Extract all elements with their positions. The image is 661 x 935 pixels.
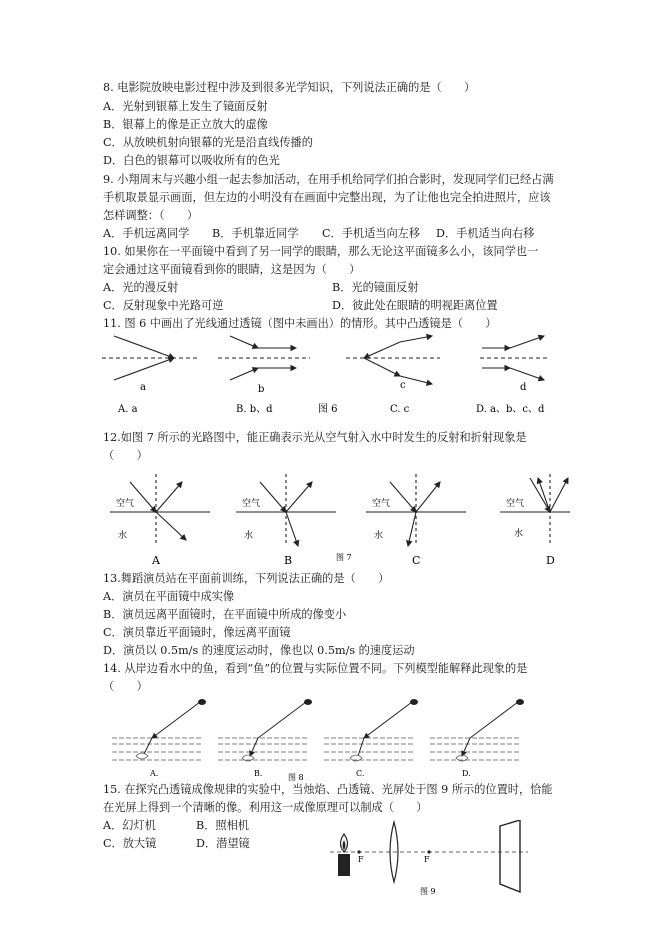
q15-option-c: C．放大镜 [103,837,157,850]
fig7a-water-label: 水 [118,531,128,541]
q15-option-d: D．潜望镜 [196,837,250,850]
q15-option-b: B．照相机 [196,819,249,832]
fig9-focus-right: F [424,855,430,864]
fig6-option-d: D. a、b、c、d [476,404,545,415]
fig7-label-a: A [152,554,160,567]
q15-stem-line2: 在光屏上得到一个清晰的像。利用这一成像原理可以制成（ ） [103,801,428,814]
candle-icon [338,834,350,876]
fig9-caption: 图 9 [420,887,436,896]
fig8-label-d: D. [462,769,471,778]
fig7-caption: 图 7 [336,553,352,562]
q15-option-a: A．幻灯机 [103,819,156,832]
fig6-option-b: B. b、d [236,404,273,415]
fig9-focus-left: F [358,855,364,864]
fig6-caption: 图 6 [318,404,338,415]
fig6-label-a: a [140,382,146,393]
fig7-label-b: B [284,554,293,567]
q10-option-a: A．光的漫反射 [103,281,179,294]
fig6-option-a: A. a [118,404,138,415]
fig7d-water-label: 水 [514,529,524,539]
q8-option-b: B．银幕上的像是正立放大的虚像 [103,118,268,131]
q9-option-b: B．手机靠近同学 [212,227,299,240]
fig7-label-d: D [546,554,555,567]
q9-option-a: A．手机远离同学 [103,227,190,240]
q13-option-a: A．演员在平面镜中成实像 [103,590,235,603]
q9-option-d: D．手机适当向右移 [436,227,535,240]
fig7b-air-label: 空气 [242,499,261,509]
fig8-caption: 图 8 [288,773,304,782]
fig7d-air-label: 空气 [506,499,525,509]
q8-stem: 8. 电影院放映电影过程中涉及到很多光学知识，下列说法正确的是（ ） [103,81,476,94]
q9-option-c: C．手机适当向左移 [322,227,421,240]
q10-option-b: B．光的镜面反射 [332,281,419,294]
q15-stem-line1: 15. 在探究凸透镜成像规律的实验中，当烛焰、凸透镜、光屏处于图 9 所示的位置时，恰能 [103,783,553,796]
q13-option-b: B．演员远离平面镜时，在平面镜中所成的像变小 [103,608,347,621]
fig6-label-b: b [258,384,265,395]
fig7a-air-label: 空气 [116,499,135,509]
q13-option-c: C．演员靠近平面镜时，像远离平面镜 [103,626,291,639]
figure-7-refraction-diagrams [110,466,570,568]
q13-option-d: D．演员以 0.5m/s 的速度运动时，像也以 0.5m/s 的速度运动 [103,644,415,657]
q8-option-a: A．光射到银幕上发生了镜面反射 [103,100,268,113]
fig7b-water-label: 水 [244,531,254,541]
fig7c-air-label: 空气 [372,499,391,509]
fig7-label-c: C [412,554,421,567]
fig8-label-b: B. [254,769,263,778]
figure-9-lens-setup [328,820,548,900]
q10-stem-line2: 定会通过这平面镜看到你的眼睛，这是因为（ ） [103,263,361,276]
q13-stem: 13.舞蹈演员站在平面前训练，下列说法正确的是（ ） [103,572,390,585]
fig6-label-c: c [400,380,406,391]
q10-stem-line1: 10. 如果你在一平面镜中看到了另一同学的眼睛，那么无论这平面镜多么小，该同学也一 [103,245,539,258]
q9-stem-line2: 手机取景显示画面，但左边的小明没有在画面中完整出现，为了让他也完全拍进照片，应该 [103,191,551,204]
q12-stem-line1: 12.如图 7 所示的光路图中，能正确表示光从空气射入水中时发生的反射和折射现象是 [103,431,527,444]
figure-8-fish-models [112,696,532,782]
fig6-option-c: C. c [390,404,410,415]
q12-stem-line2: （ ） [103,449,148,462]
fig8-label-c: C. [356,769,365,778]
q11-stem: 11. 图 6 中画出了光线通过透镜（图中未画出）的情形。其中凸透镜是（ ） [103,317,497,330]
fig6-label-d: d [520,382,527,393]
q14-stem-line1: 14. 从岸边看水中的鱼，看到“鱼”的位置与实际位置不同。下列模型能解释此现象的是 [103,662,528,675]
q8-option-c: C．从放映机射向银幕的光是沿直线传播的 [103,136,313,149]
figure-6-lens-diagrams [100,326,550,418]
fig7c-water-label: 水 [374,531,384,541]
q10-option-d: D．彼此处在眼睛的明视距离位置 [332,299,498,312]
q9-stem-line1: 9. 小翔周末与兴趣小组一起去参加活动，在用手机给同学们拍合影时，发现同学们已经占满 [103,173,554,186]
fig8-label-a: A. [150,769,159,778]
light-screen-icon [500,820,520,892]
q9-stem-line3: 怎样调整：（ ） [103,209,199,222]
q10-option-c: C．反射现象中光路可逆 [103,299,224,312]
q8-option-d: D．白色的银幕可以吸收所有的色光 [103,154,280,167]
q14-stem-line2: （ ） [103,680,148,693]
